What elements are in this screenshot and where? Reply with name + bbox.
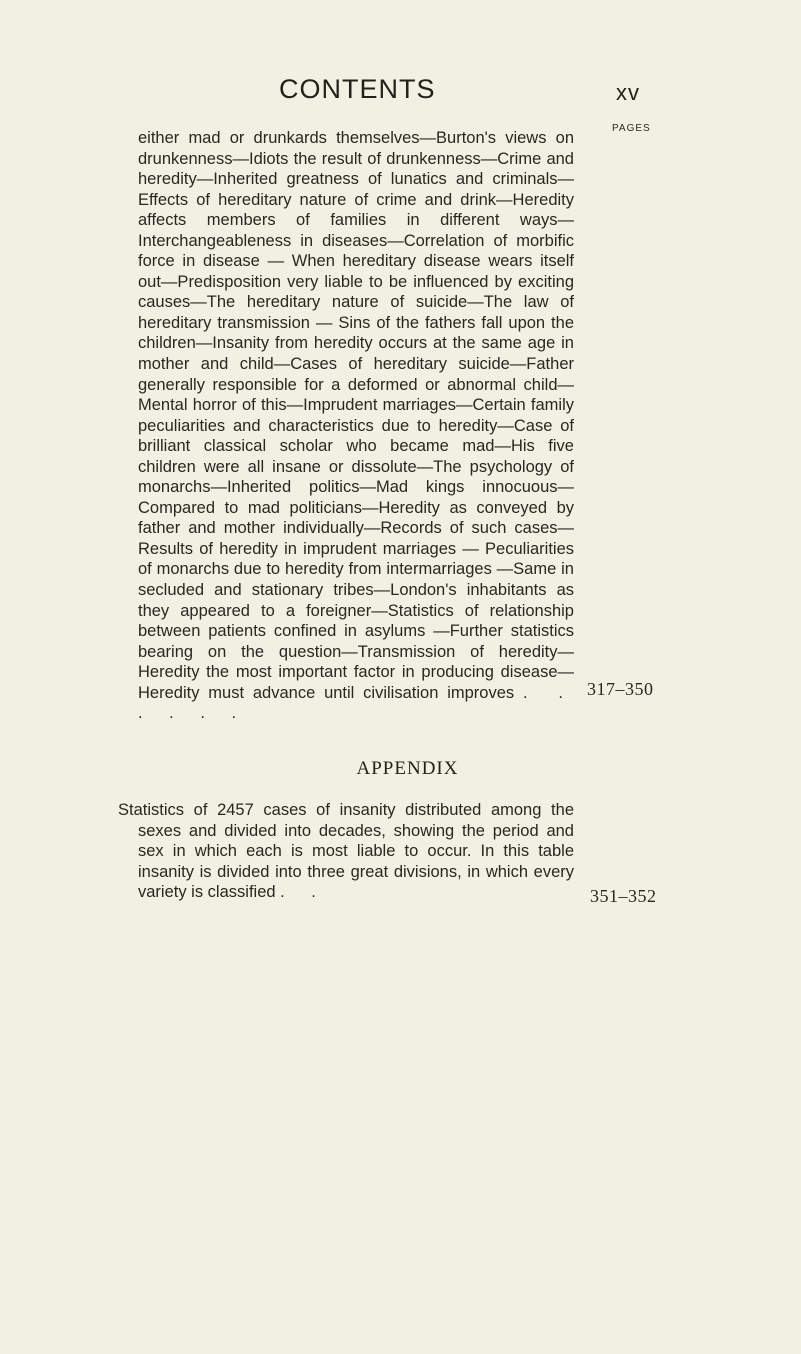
entry-text: either mad or drunkards themselves—Burton's views on drunkenness—Idiots the result of drunkenness—Crime and heredity—Inherited greatness of lunatics and criminals—Effects of hereditary nature of crime and drink—Heredity affects members of families in different ways—Interchangeableness in diseases—Correlation of morbific force in disease — When hereditary disease wears itself out—Predisposition very liable to be influenced by exciting causes—The hereditary nature of suicide—The law of hereditary transmission — Sins of the fathers fall upon the children—Insanity from heredity occurs at the same age in mother and child—Cases of hereditary suicide—Father generally responsible for a deformed or abnormal child—Mental horror of this—Imprudent marriages—Certain family peculiarities and characteristics due to heredity—Case of brilliant classical scholar who became mad—His five children were all insane or dissolute—The psychology of monarchs—Inherited politics—Mad kings innocuous—Compared to mad politicians—Heredity as conveyed by father and mother individually—Records of such cases—Results of heredity in imprudent marriages — Peculiarities of monarchs due to heredity from intermarriages —Same in secluded and stationary tribes—London's inhabitants as they appeared to a foreigner—Statistics of relationship between patients confined in asylums —Further statistics bearing on the question—Transmission of heredity—Heredity the most important factor in producing disease—Heredity must advance until civilisation improves [138,129,574,702]
appendix-page-range: 351–352 [590,886,657,906]
dot-leader: . . . . . . [138,683,574,723]
contents-entry [138,128,574,724]
page-title: CONTENTS [279,74,436,104]
entry-page-range: 317–350 [587,679,654,699]
appendix-entry [118,800,574,903]
appendix-dot-leader: . . [280,883,327,902]
running-head [0,74,801,114]
appendix-text: Statistics of 2457 cases of insanity distributed among the sexes and divided into decades, showing the period and sex in which each is most liable to occur. In this table insanity is divided into three great divisions, in which every variety is classified [118,801,574,902]
pages-column-label: PAGES [612,123,651,134]
appendix-heading: APPENDIX [356,758,459,779]
page-number: xv [616,80,640,105]
